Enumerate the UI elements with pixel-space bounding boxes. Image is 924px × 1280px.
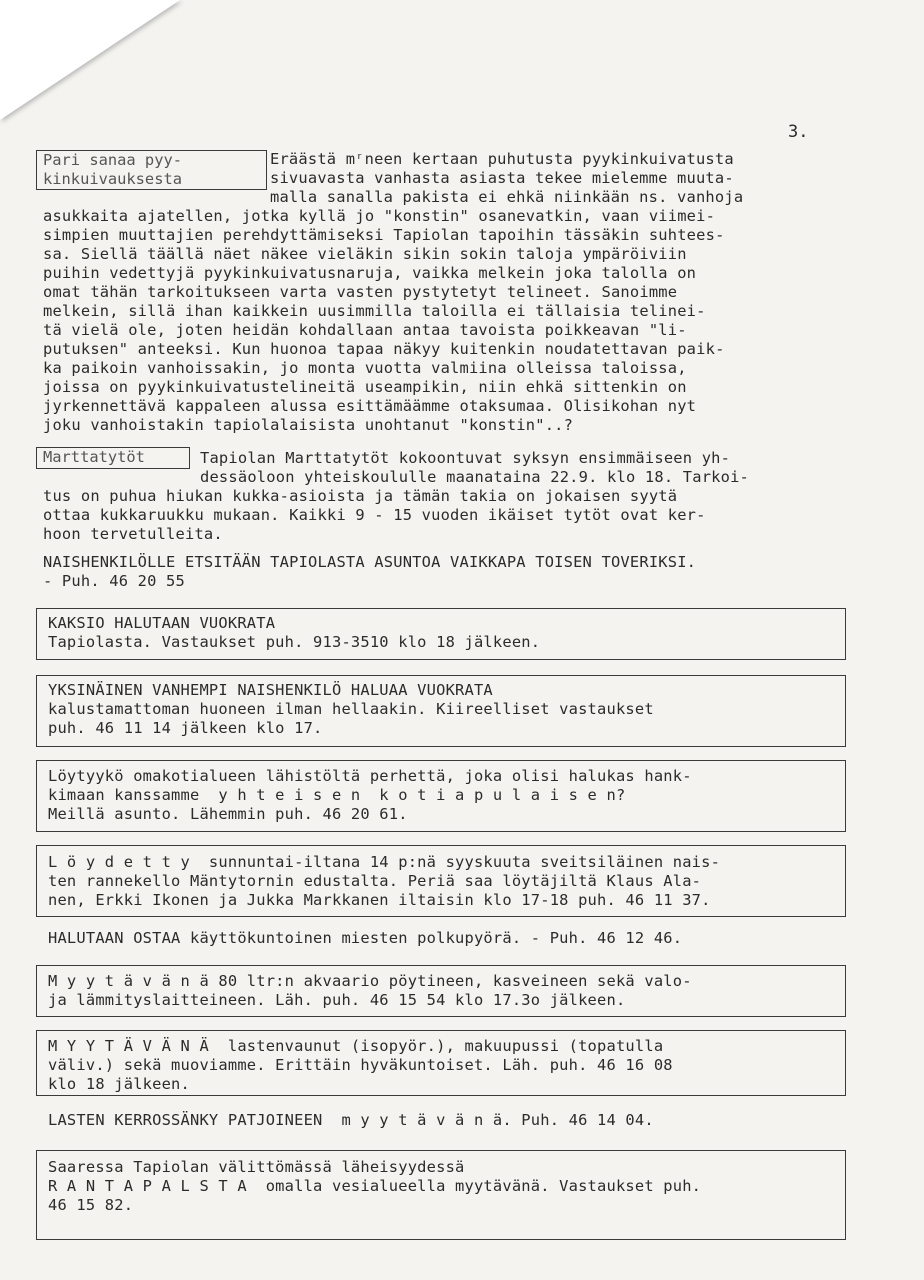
article-line: tä vielä ole, joten heidän kohdallaan antaa tavoista poikkeavan "li- (43, 321, 687, 339)
ad-line: Tapiolasta. Vastaukset puh. 913-3510 klo 18 jälkeen. (48, 633, 541, 651)
ad-line: LASTEN KERROSSÄNKY PATJOINEEN m y y t ä v ä n ä. Puh. 46 14 04. (48, 1111, 654, 1129)
page-number: 3. (788, 122, 809, 142)
section-heading-marttatytot: Marttatytöt (36, 447, 190, 469)
ad-line: KAKSIO HALUTAAN VUOKRATA (48, 614, 276, 632)
article-line: Eräästä mʳneen kertaan puhutusta pyykinkuivatusta (270, 150, 734, 168)
ad-line: YKSINÄINEN VANHEMPI NAISHENKILÖ HALUAA VUOKRATA (48, 681, 493, 699)
article-line: asukkaita ajatellen, jotka kyllä jo "konstin" osanevatkin, vaan viimei- (43, 207, 716, 225)
ad-line: 46 15 82. (48, 1196, 134, 1214)
article-line: sa. Siellä täällä näet näkee vieläkin sikin sokin taloja ympäröiviin (43, 245, 687, 263)
article-line: ka paikoin vanhoissakin, jo monta vuotta valmiina olleissa taloissa, (43, 359, 687, 377)
section-heading-pyykinkuivaus (36, 150, 267, 190)
article-line: joissa on pyykinkuivatustelineitä useampikin, niin ehkä sittenkin on (43, 378, 687, 396)
ad-line: Löytyykö omakotialueen lähistöltä perhettä, joka olisi halukas hank- (48, 767, 692, 785)
ad-line: NAISHENKILÖLLE ETSITÄÄN TAPIOLASTA ASUNTOA VAIKKAPA TOISEN TOVERIKSI. (43, 553, 697, 571)
ad-line: ten rannekello Mäntytornin edustalta. Periä saa löytäjiltä Klaus Ala- (48, 872, 702, 890)
article-line: ottaa kukkaruukku mukaan. Kaikki 9 - 15 vuoden ikäiset tytöt ovat ker- (43, 506, 706, 524)
article-line: dessäoloon yhteiskoululle maanataina 22.9. klo 18. Tarkoi- (200, 468, 750, 486)
heading-line: Pari sanaa pyy- (43, 151, 182, 169)
article-line: Tapiolan Marttatytöt kokoontuvat syksyn ensimmäiseen yh- (200, 449, 731, 467)
ad-line: Saaressa Tapiolan välittömässä läheisyydessä (48, 1158, 465, 1176)
article-line: joku vanhoistakin tapiolalaisista unohtanut "konstin"..? (43, 416, 574, 434)
ad-line: HALUTAAN OSTAA käyttökuntoinen miesten polkupyörä. - Puh. 46 12 46. (48, 929, 683, 947)
article-line: omat tähän tarkoitukseen varta vasten pystytetyt telineet. Sanoimme (43, 283, 678, 301)
ad-line: klo 18 jälkeen. (48, 1075, 190, 1093)
article-line: simpien muuttajien perehdyttämiseksi Tapiolan tapoihin tässäkin suhtees- (43, 226, 725, 244)
ad-line: puh. 46 11 14 jälkeen klo 17. (48, 719, 323, 737)
heading-line: kinkuivauksesta (43, 170, 182, 188)
article-line: jyrkennettävä kappaleen alussa esittämäämme otaksumaa. Olisikohan nyt (43, 397, 697, 415)
ad-line: Meillä asunto. Lähemmin puh. 46 20 61. (48, 805, 408, 823)
ad-line: R A N T A P A L S T A omalla vesialueella myytävänä. Vastaukset puh. (48, 1177, 702, 1195)
ad-line: M y y t ä v ä n ä 80 ltr:n akvaario pöytineen, kasveineen sekä valo- (48, 972, 692, 990)
ad-line: väliv.) sekä muoviamme. Erittäin hyväkuntoiset. Läh. puh. 46 16 08 (48, 1056, 673, 1074)
article-line: malla sanalla pakista ei ehkä niinkään ns. vanhoja (270, 188, 744, 206)
article-line: hoon tervetulleita. (43, 525, 223, 543)
ad-line: ja lämmityslaitteineen. Läh. puh. 46 15 54 klo 17.3o jälkeen. (48, 991, 626, 1009)
folded-page-corner (0, 0, 180, 120)
article-line: melkein, sillä ihan kaikkein uusimmilla taloilla ei tällaisia telinei- (43, 302, 706, 320)
article-line: puihin vedettyjä pyykinkuivatusnaruja, vaikka melkein joka talolla on (43, 264, 697, 282)
ad-line: - Puh. 46 20 55 (43, 572, 185, 590)
ad-line: L ö y d e t t y sunnuntai-iltana 14 p:nä syyskuuta sveitsiläinen nais- (48, 853, 721, 871)
ad-line: kimaan kanssamme y h t e i s e n k o t i a p u l a i s e n? (48, 786, 626, 804)
article-line: sivuavasta vanhasta asiasta tekee mielemme muuta- (270, 169, 734, 187)
ad-line: kalustamattoman huoneen ilman hellaakin. Kiireelliset vastaukset (48, 700, 654, 718)
ad-line: nen, Erkki Ikonen ja Jukka Markkanen iltaisin klo 17-18 puh. 46 11 37. (48, 891, 711, 909)
article-line: putuksen" anteeksi. Kun huonoa tapaa näkyy kuitenkin noudatettavan paik- (43, 340, 725, 358)
article-line: tus on puhua hiukan kukka-asioista ja tämän takia on jokaisen syytä (43, 487, 678, 505)
ad-line: M Y Y T Ä V Ä N Ä lastenvaunut (isopyör.), makuupussi (topatulla (48, 1037, 664, 1055)
